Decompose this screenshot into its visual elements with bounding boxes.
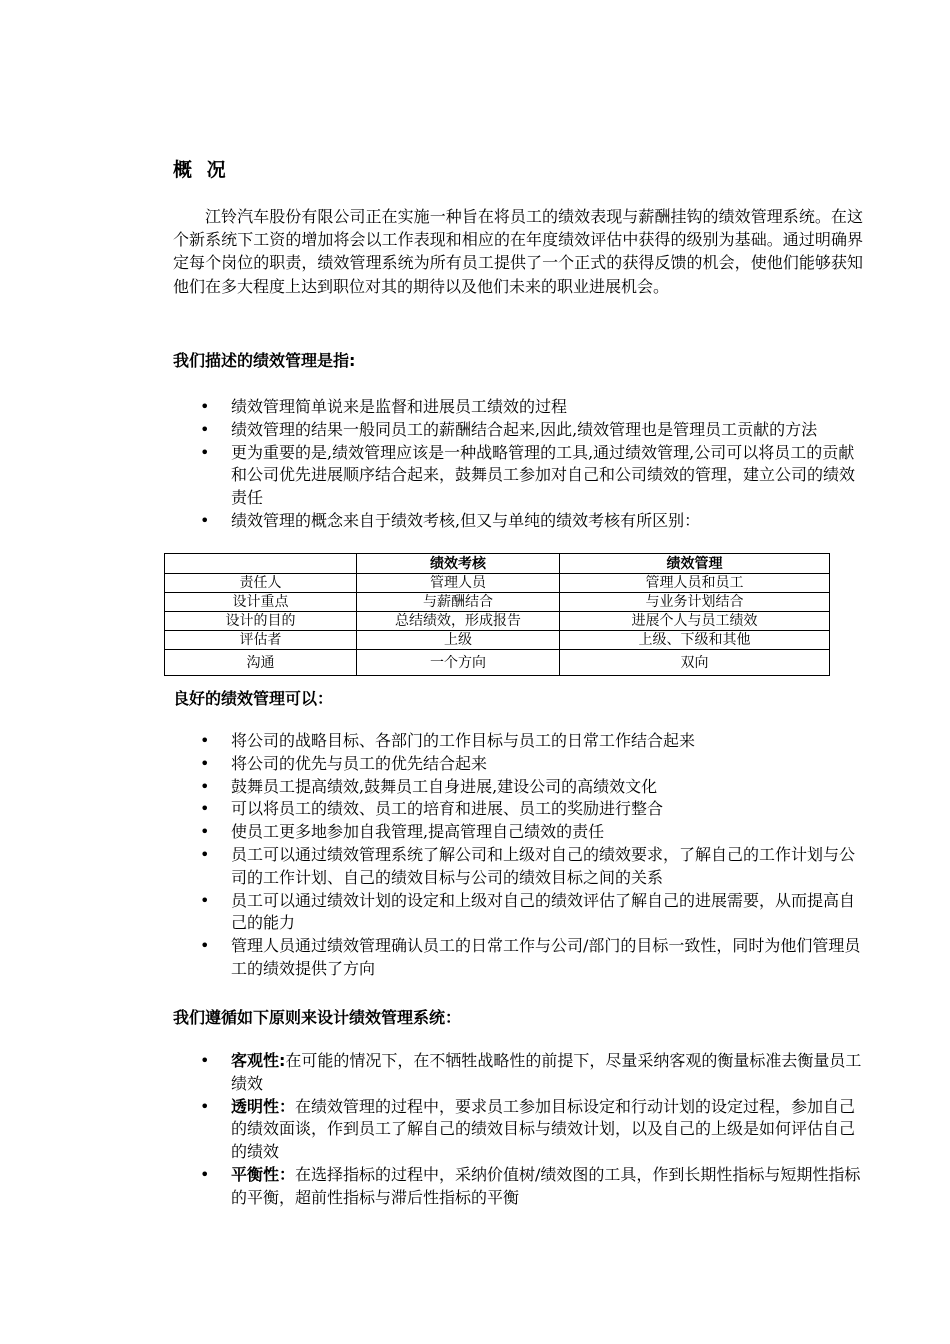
list-item: • 客观性:在可能的情况下，在不牺牲战略性的前提下，尽量采纳客观的衡量标准去衡量员工绩效	[200, 1051, 862, 1093]
table-cell: 上级	[357, 631, 560, 650]
list-item: • 将公司的优先与员工的优先结合起来	[200, 753, 865, 776]
list-item: • 鼓舞员工提高绩效,鼓舞员工自身进展,建设公司的高绩效文化	[200, 776, 865, 799]
list-item: • 更为重要的是,绩效管理应该是一种战略管理的工具,通过绩效管理,公司可以将员工的贡献和公司优先进展顺序结合起来，鼓舞员工参加对自己和公司绩效的管理，建立公司的绩效责任	[200, 442, 856, 508]
section1-list	[200, 396, 865, 533]
section3-list	[200, 1050, 865, 1210]
table-cell: 与薪酬结合	[357, 593, 560, 612]
table-cell: 管理人员	[357, 574, 560, 593]
table-cell: 评估者	[165, 631, 357, 650]
table-cell: 一个方向	[357, 650, 560, 676]
bullet-icon: •	[200, 1096, 210, 1116]
list-item: • 绩效管理简单说来是监督和进展员工绩效的过程	[200, 396, 865, 419]
bullet-icon: •	[200, 776, 210, 796]
table-cell: 总结绩效，形成报告	[357, 612, 560, 631]
list-item: • 管理人员通过绩效管理确认员工的日常工作与公司/部门的目标一致性，同时为他们管理员工的绩效提供了方向	[200, 936, 861, 978]
section2-heading: 良好的绩效管理可以：	[173, 689, 334, 708]
table-row	[165, 593, 830, 612]
comparison-table	[164, 553, 830, 676]
bullet-icon: •	[200, 442, 210, 462]
table-row	[165, 612, 830, 631]
bullet-icon: •	[200, 419, 210, 439]
bullet-icon: •	[200, 844, 210, 864]
table-cell: 双向	[560, 650, 830, 676]
list-item: • 绩效管理的概念来自于绩效考核,但又与单纯的绩效考核有所区别：	[200, 510, 865, 533]
bullet-icon: •	[200, 1051, 210, 1070]
bullet-icon: •	[200, 753, 210, 773]
table-header-row	[165, 554, 830, 574]
table-cell: 进展个人与员工绩效	[560, 612, 830, 631]
principle-term: 平衡性：	[231, 1164, 296, 1184]
section1-heading: 我们描述的绩效管理是指:	[173, 351, 356, 370]
table-row	[165, 574, 830, 593]
intro-paragraph: 江铃汽车股份有限公司正在实施一种旨在将员工的绩效表现与薪酬挂钩的绩效管理系统。在这个新系统下工资的增加将会以工作表现和相应的在年度绩效评估中获得的级别为基础。通过明确界定每个岗位的职责，绩效管理系统为所有员工提供了一个正式的获得反馈的机会，使他们能够获知他们在多大程度上达到职位对其的期待以及他们未来的职业进展机会。	[173, 207, 863, 296]
table-cell: 上级、下级和其他	[560, 631, 830, 650]
table-cell: 设计的目的	[165, 612, 357, 631]
bullet-icon: •	[200, 510, 210, 530]
table-header-cell	[165, 554, 357, 574]
list-item: • 绩效管理的结果一般同员工的薪酬结合起来,因此,绩效管理也是管理员工贡献的方法	[200, 419, 865, 442]
bullet-icon: •	[200, 936, 210, 956]
principle-term: 客观性:	[231, 1051, 286, 1070]
bullet-icon: •	[200, 890, 210, 910]
table-row	[165, 650, 830, 676]
bullet-icon: •	[200, 799, 210, 819]
bullet-icon: •	[200, 731, 210, 750]
table-row	[165, 631, 830, 650]
table-header-cell: 绩效管理	[560, 554, 830, 574]
table-cell: 与业务计划结合	[560, 593, 830, 612]
table-cell: 设计重点	[165, 593, 357, 612]
bullet-icon: •	[200, 822, 210, 842]
list-item: • 员工可以通过绩效计划的设定和上级对自己的绩效评估了解自己的进展需要，从而提高自己的能力	[200, 890, 856, 933]
list-item: • 平衡性：在选择指标的过程中，采纳价值树/绩效图的工具，作到长期性指标与短期性指标的平衡，超前性指标与滞后性指标的平衡	[200, 1164, 861, 1207]
list-item: • 透明性：在绩效管理的过程中，要求员工参加目标设定和行动计划的设定过程，参加自己的绩效面谈，作到员工了解自己的绩效目标与绩效计划，以及自己的上级是如何评估自己的绩效	[200, 1096, 856, 1162]
list-item: • 将公司的战略目标、各部门的工作目标与员工的日常工作结合起来	[200, 730, 865, 753]
bullet-icon: •	[200, 397, 210, 416]
table-cell: 责任人	[165, 574, 357, 593]
table-cell: 沟通	[165, 650, 357, 676]
table-cell: 管理人员和员工	[560, 574, 830, 593]
section3-heading: 我们遵循如下原则来设计绩效管理系统：	[173, 1008, 462, 1027]
list-item: • 可以将员工的绩效、员工的培育和进展、员工的奖励进行整合	[200, 798, 865, 821]
page-title: 概 况	[173, 159, 230, 181]
bullet-icon: •	[200, 1164, 210, 1184]
list-item: • 员工可以通过绩效管理系统了解公司和上级对自己的绩效要求，了解自己的工作计划与公司的工作计划、自己的绩效目标与公司的绩效目标之间的关系	[200, 844, 856, 887]
table-header-cell: 绩效考核	[357, 554, 560, 574]
section2-list	[200, 730, 865, 981]
list-item: • 使员工更多地参加自我管理,提高管理自己绩效的责任	[200, 821, 865, 844]
principle-term: 透明性：	[231, 1096, 296, 1116]
